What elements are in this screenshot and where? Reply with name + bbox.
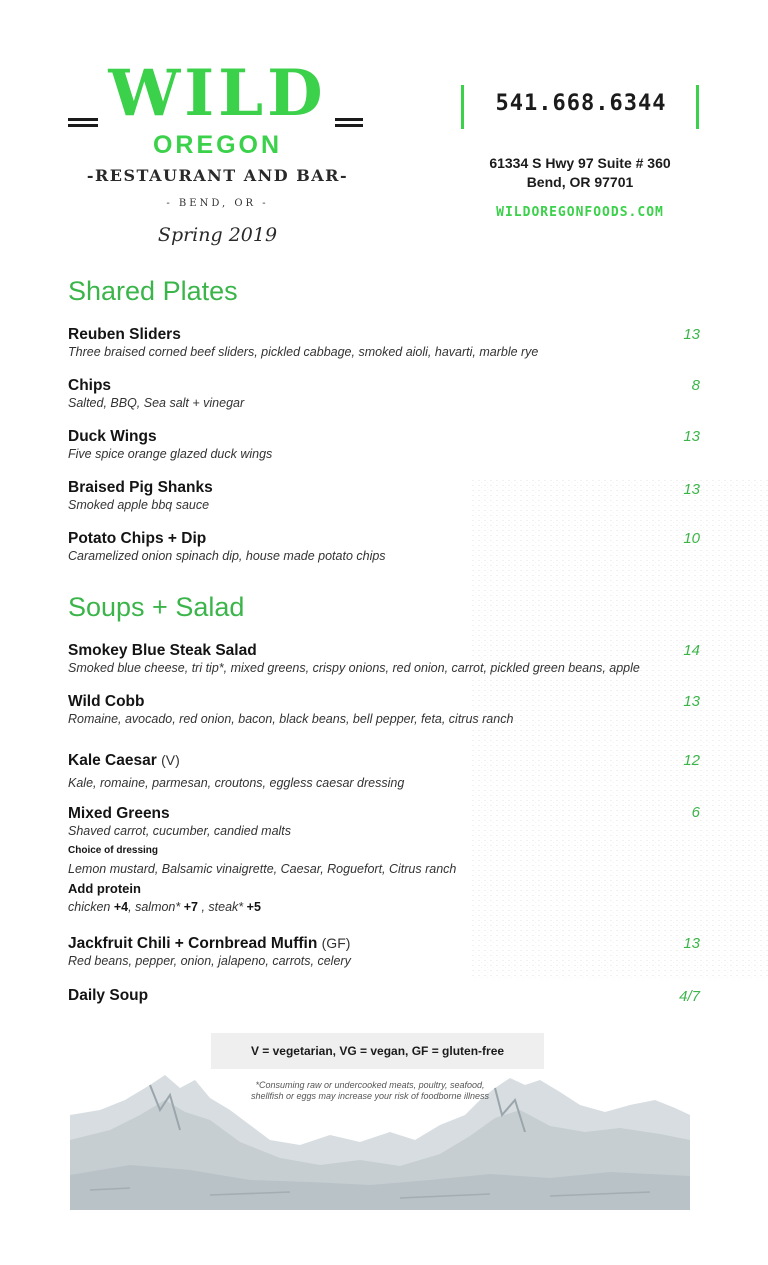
item-description: Romaine, avocado, red onion, bacon, black beans, bell pepper, feta, citrus ranch <box>68 712 514 726</box>
protein-salmon-price: +7 <box>183 900 198 914</box>
item-name: Smokey Blue Steak Salad <box>68 642 257 659</box>
menu-item <box>68 478 708 514</box>
menu-item <box>68 529 708 565</box>
logo-location: - BEND, OR - <box>166 198 269 209</box>
menu-item <box>68 427 708 463</box>
item-name: Chips <box>68 377 112 394</box>
item-description: Smoked blue cheese, tri tip*, mixed greens, crispy onions, red onion, carrot, pickled green beans, apple <box>68 661 640 675</box>
item-description: Red beans, pepper, onion, jalapeno, carrots, celery <box>68 954 351 968</box>
menu-item <box>68 804 708 914</box>
logo-bar-left <box>68 124 98 127</box>
section-title-soups-salad: Soups + Salad <box>68 592 245 622</box>
phone-divider-right <box>696 85 699 129</box>
item-name: Mixed Greens <box>68 805 170 822</box>
item-description: Shaved carrot, cucumber, candied malts <box>68 824 292 838</box>
item-price: 13 <box>683 693 700 710</box>
item-price: 8 <box>691 377 700 394</box>
item-description: Five spice orange glazed duck wings <box>68 447 273 461</box>
menu-item <box>68 692 708 728</box>
item-name: Duck Wings <box>68 428 157 445</box>
website-link[interactable]: WILDOREGONFOODS.COM <box>496 205 664 220</box>
item-price: 13 <box>683 935 700 952</box>
logo-tagline: -RESTAURANT AND BAR- <box>86 166 349 185</box>
phone-number[interactable]: 541.668.6344 <box>495 91 667 116</box>
item-description: Three braised corned beef sliders, pickled cabbage, smoked aioli, havarti, marble rye <box>68 345 539 359</box>
item-price: 12 <box>683 752 700 769</box>
item-name-row <box>68 751 708 770</box>
section-title-shared-plates: Shared Plates <box>68 276 238 306</box>
dressing-label: Choice of dressing <box>68 845 159 856</box>
menu-item <box>68 751 708 792</box>
item-price: 10 <box>683 530 700 547</box>
protein-chicken: chicken <box>68 900 111 914</box>
dietary-tag: (V) <box>161 752 180 768</box>
address-line-2: Bend, OR 97701 <box>526 174 634 190</box>
item-description: Caramelized onion spinach dip, house made potato chips <box>68 549 386 563</box>
item-description: Salted, BBQ, Sea salt + vinegar <box>68 396 245 410</box>
item-price: 4/7 <box>679 988 700 1005</box>
protein-label: Add protein <box>68 881 141 896</box>
item-price: 13 <box>683 481 700 498</box>
item-name: Potato Chips + Dip <box>68 530 207 547</box>
item-price: 6 <box>691 804 700 821</box>
item-name-row <box>68 934 708 953</box>
menu-item <box>68 934 708 970</box>
phone-divider-left <box>461 85 464 129</box>
logo-bar-right <box>335 124 363 127</box>
address-line-1: 61334 S Hwy 97 Suite # 360 <box>489 155 671 171</box>
food-safety-disclaimer <box>220 1080 520 1102</box>
logo-bar-right <box>335 118 363 121</box>
item-description: Smoked apple bbq sauce <box>68 498 210 512</box>
item-name: Kale Caesar <box>68 752 157 769</box>
item-name: Braised Pig Shanks <box>68 479 213 496</box>
item-price: 13 <box>683 326 700 343</box>
menu-item <box>68 641 708 677</box>
menu-season: Spring 2019 <box>157 224 278 246</box>
item-name: Reuben Sliders <box>68 326 181 343</box>
address <box>455 154 705 192</box>
logo-wild: WILD <box>108 56 327 131</box>
logo-oregon: OREGON <box>152 131 283 159</box>
dressing-options: Lemon mustard, Balsamic vinaigrette, Caesar, Roguefort, Citrus ranch <box>68 862 457 876</box>
item-name: Jackfruit Chili + Cornbread Muffin <box>68 935 318 952</box>
item-name: Daily Soup <box>68 987 149 1004</box>
dietary-tag: (GF) <box>321 935 351 951</box>
disclaimer-line-2: shellfish or eggs may increase your risk of foodborne illness <box>250 1091 490 1101</box>
item-description: Kale, romaine, parmesan, croutons, eggless caesar dressing <box>68 776 405 790</box>
menu-item <box>68 325 708 361</box>
item-price: 13 <box>683 428 700 445</box>
item-price: 14 <box>683 642 700 659</box>
item-name: Wild Cobb <box>68 693 145 710</box>
protein-steak-price: +5 <box>246 900 261 914</box>
menu-item <box>68 376 708 412</box>
protein-steak: , steak* <box>198 900 244 914</box>
disclaimer-line-1: *Consuming raw or undercooked meats, poultry, seafood, <box>255 1080 485 1090</box>
dietary-legend: V = vegetarian, VG = vegan, GF = gluten-free <box>211 1033 544 1069</box>
protein-chicken-price: +4 <box>113 900 129 914</box>
protein-salmon: , salmon* <box>128 900 181 914</box>
menu-item <box>68 986 708 1005</box>
protein-options <box>68 901 708 914</box>
logo-bar-left <box>68 118 98 121</box>
